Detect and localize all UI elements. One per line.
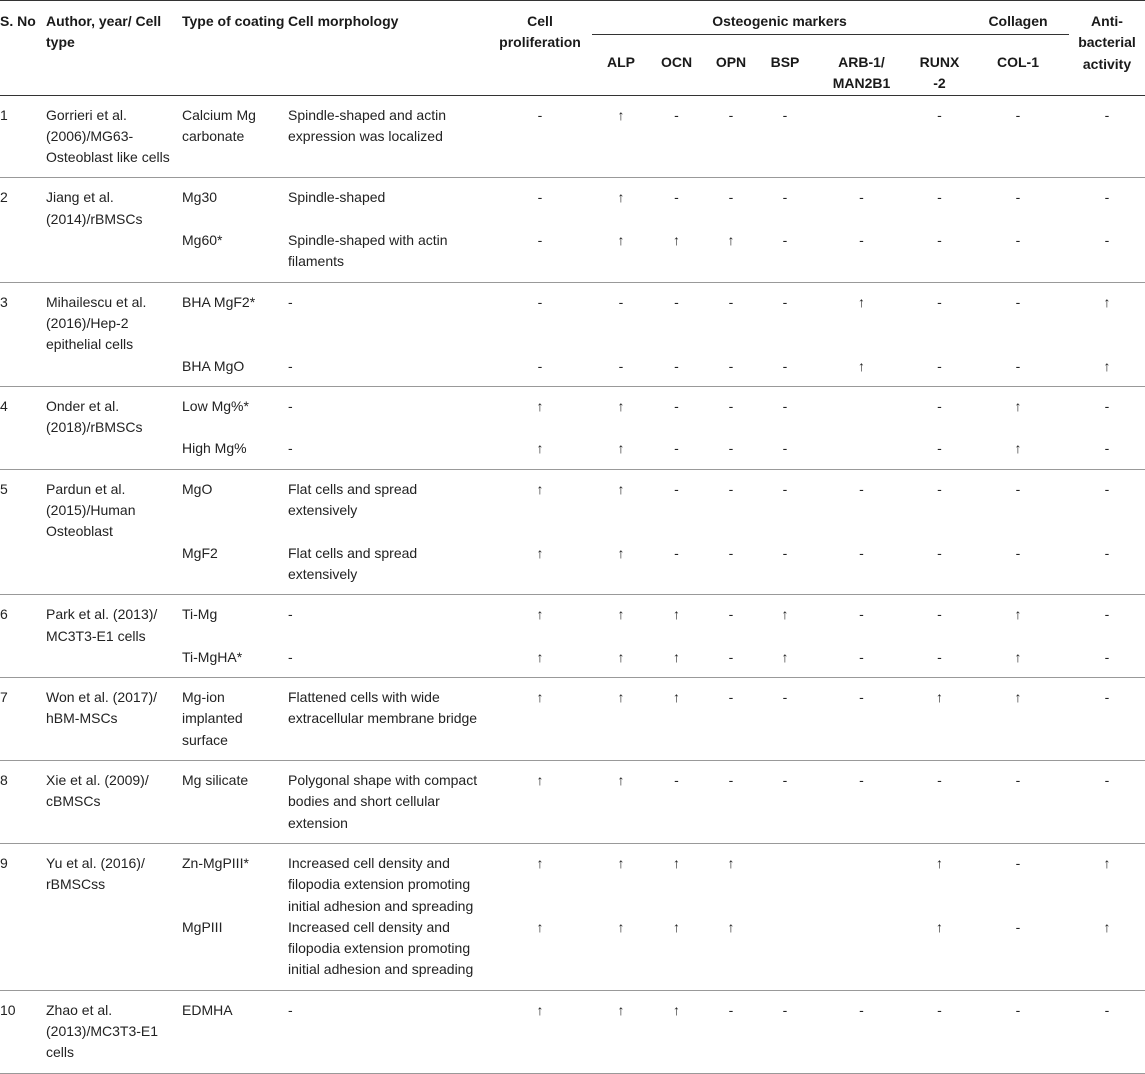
cell-col1: - [967, 543, 1069, 595]
cell-alp: ↑ [592, 678, 650, 761]
cell-morphology: Flat cells and spread extensively [288, 543, 488, 595]
table-row [0, 95, 1145, 178]
cell-bsp: - [759, 761, 811, 844]
cell-proliferation: ↑ [488, 647, 592, 678]
cell-sno: 4 [0, 397, 8, 414]
cell-morphology: Flattened cells with wide extracellular membrane bridge [288, 678, 488, 761]
cell-coating: Calcium Mg carbonate [182, 95, 288, 178]
cell-ocn: - [650, 356, 703, 387]
cell-opn: - [703, 678, 759, 761]
cell-antibacterial: - [1069, 761, 1145, 844]
cell-proliferation: - [537, 293, 543, 310]
header-runx: RUNX -2 [912, 52, 967, 95]
cell-antibacterial: - [1104, 397, 1110, 414]
cell-runx: - [912, 438, 967, 469]
cell-runx: ↑ [936, 854, 943, 871]
cell-arb: - [811, 230, 912, 282]
cell-bsp: ↑ [759, 647, 811, 678]
cell-proliferation: ↑ [488, 438, 592, 469]
cell-opn: - [703, 356, 759, 387]
cell-coating: Ti-Mg [182, 606, 218, 623]
cell-col1: - [1015, 854, 1021, 871]
cell-alp: - [592, 356, 650, 387]
cell-opn: - [703, 438, 759, 469]
cell-alp: - [618, 293, 624, 310]
cell-proliferation: - [488, 95, 592, 178]
cell-coating: MgPIII [182, 917, 288, 990]
header-coating: Type of coating [182, 1, 288, 96]
cell-antibacterial: ↑ [1103, 293, 1111, 310]
cell-antibacterial: ↑ [1069, 917, 1145, 990]
table-row [0, 761, 1145, 844]
cell-bsp: - [782, 480, 788, 497]
cell-ocn: - [650, 543, 703, 595]
cell-ocn: ↑ [650, 230, 703, 282]
cell-sno: 7 [0, 678, 46, 761]
cell-runx: - [937, 480, 942, 497]
cell-runx: - [937, 293, 942, 310]
cell-arb: - [859, 606, 864, 623]
cell-arb: ↑ [858, 293, 865, 310]
cell-arb: - [811, 543, 912, 595]
header-osteogenic-markers [592, 1, 967, 53]
cell-author: Onder et al. (2018)/rBMSCs [46, 397, 143, 436]
cell-col1: ↑ [967, 647, 1069, 678]
cell-alp: ↑ [592, 543, 650, 595]
cell-proliferation: ↑ [488, 543, 592, 595]
cell-bsp: - [759, 95, 811, 178]
cell-opn: - [728, 397, 734, 414]
cell-bsp: - [782, 293, 788, 310]
cell-arb: - [811, 647, 912, 678]
cell-alp: ↑ [617, 189, 625, 206]
cell-col1: - [967, 990, 1069, 1073]
cell-ocn: - [674, 189, 679, 206]
cell-author: Gorrieri et al. (2006)/MG63-Osteoblast like cells [46, 95, 182, 178]
cell-proliferation: ↑ [488, 917, 592, 990]
cell-ocn: - [674, 480, 679, 497]
cell-bsp: - [759, 678, 811, 761]
cell-opn: - [703, 543, 759, 595]
cell-arb: ↑ [811, 356, 912, 387]
cell-proliferation: ↑ [488, 761, 592, 844]
cell-bsp: - [782, 397, 788, 414]
cell-arb: - [811, 761, 912, 844]
cell-runx: - [912, 230, 967, 282]
cell-morphology: - [288, 356, 488, 387]
cell-antibacterial: - [1069, 990, 1145, 1073]
cell-opn: ↑ [703, 917, 759, 990]
cell-col1: - [967, 917, 1069, 990]
cell-alp: ↑ [617, 606, 625, 623]
cell-sno: 1 [0, 95, 46, 178]
collagen-label: Collagen [967, 11, 1069, 35]
cell-bsp: ↑ [781, 606, 789, 623]
cell-proliferation: - [488, 230, 592, 282]
cell-proliferation: ↑ [488, 990, 592, 1073]
table-row [0, 356, 1145, 387]
cell-coating: BHA MgO [182, 356, 288, 387]
cell-proliferation: ↑ [536, 480, 544, 497]
cell-morphology: Spindle-shaped [288, 189, 386, 206]
cell-author: Zhao et al. (2013)/MC3T3-E1 cells [46, 990, 182, 1073]
cell-ocn: ↑ [650, 917, 703, 990]
table-row [0, 990, 1145, 1073]
cell-alp: ↑ [592, 761, 650, 844]
cell-arb: - [859, 480, 864, 497]
cell-ocn: ↑ [650, 678, 703, 761]
cell-author: Won et al. (2017)/ hBM-MSCs [46, 678, 182, 761]
cell-arb [811, 386, 912, 438]
cell-runx: - [937, 606, 942, 623]
cell-opn: - [703, 95, 759, 178]
cell-morphology: - [288, 606, 293, 623]
cell-runx: ↑ [912, 917, 967, 990]
cell-sno: 2 [0, 189, 8, 206]
cell-antibacterial: - [1069, 678, 1145, 761]
cell-morphology: Increased cell density and filopodia extension promoting initial adhesion and spreading [288, 917, 488, 990]
cell-author [46, 647, 182, 678]
table-header [0, 1, 1145, 96]
header-col1: COL-1 [967, 52, 1069, 95]
cell-col1: ↑ [967, 438, 1069, 469]
cell-sno: 8 [0, 761, 46, 844]
cell-antibacterial: - [1069, 543, 1145, 595]
cell-ocn: ↑ [673, 854, 680, 871]
cell-antibacterial: - [1069, 95, 1145, 178]
cell-alp: ↑ [592, 647, 650, 678]
cell-ocn: - [650, 438, 703, 469]
cell-antibacterial: - [1104, 606, 1110, 623]
cell-opn: - [728, 293, 734, 310]
cell-proliferation: ↑ [488, 678, 592, 761]
table-body [0, 95, 1145, 1073]
cell-author: Pardun et al. (2015)/Human Osteoblast [46, 480, 136, 540]
cell-alp: ↑ [592, 95, 650, 178]
cell-opn: ↑ [703, 230, 759, 282]
cell-author [46, 356, 182, 387]
cell-bsp: - [759, 438, 811, 469]
cell-morphology: - [288, 438, 488, 469]
cell-coating: Mg30 [182, 189, 218, 206]
header-ocn: OCN [650, 52, 703, 95]
cell-author: Jiang et al. (2014)/rBMSCs [46, 189, 143, 227]
cell-arb: - [859, 189, 864, 206]
cell-coating: BHA MgF2* [182, 293, 256, 310]
cell-arb: - [811, 990, 912, 1073]
cell-sno: 10 [0, 990, 46, 1073]
cell-runx: - [912, 543, 967, 595]
table-row [0, 230, 1145, 282]
cell-coating: MgF2 [182, 543, 288, 595]
cell-arb [811, 438, 912, 469]
osteogenic-markers-label: Osteogenic markers [592, 11, 967, 35]
table-row [0, 469, 1145, 542]
cell-runx: - [937, 397, 942, 414]
cell-morphology: - [288, 647, 488, 678]
cell-ocn: ↑ [673, 606, 680, 623]
cell-proliferation: ↑ [536, 606, 544, 623]
cell-runx: - [912, 761, 967, 844]
cell-bsp: - [759, 230, 811, 282]
cell-col1: ↑ [1014, 606, 1022, 623]
cell-author [46, 438, 182, 469]
cell-runx: - [912, 990, 967, 1073]
cell-opn: - [728, 480, 734, 497]
table-row [0, 282, 1145, 355]
cell-morphology: Spindle-shaped with actin filaments [288, 230, 488, 282]
cell-antibacterial: - [1104, 480, 1110, 497]
cell-col1: - [967, 95, 1069, 178]
cell-antibacterial: - [1069, 438, 1145, 469]
cell-coating: Ti-MgHA* [182, 647, 288, 678]
header-collagen [967, 1, 1069, 53]
table-row [0, 678, 1145, 761]
cell-author [46, 917, 182, 990]
table-row [0, 543, 1145, 595]
header-proliferation: Cell proliferation [488, 1, 592, 96]
header-morphology: Cell morphology [288, 1, 488, 96]
cell-morphology: - [288, 397, 293, 414]
cell-ocn: ↑ [650, 647, 703, 678]
cell-sno [0, 438, 46, 469]
table-row [0, 178, 1145, 230]
cell-sno [0, 647, 46, 678]
cell-bsp: - [759, 543, 811, 595]
cell-sno: 5 [0, 480, 8, 497]
cell-runx: - [912, 95, 967, 178]
cell-morphology: - [288, 990, 488, 1073]
table-row [0, 647, 1145, 678]
cell-morphology: Flat cells and spread extensively [288, 480, 418, 519]
cell-col1: - [967, 356, 1069, 387]
cell-author: Park et al. (2013)/ MC3T3-E1 cells [46, 606, 158, 644]
cell-col1: - [1015, 189, 1021, 206]
cell-opn: - [703, 761, 759, 844]
cell-proliferation: - [537, 189, 543, 206]
cell-bsp: - [759, 356, 811, 387]
cell-bsp [759, 917, 811, 990]
cell-opn: - [728, 189, 734, 206]
table-row [0, 843, 1145, 916]
cell-bsp: - [759, 990, 811, 1073]
cell-coating: Mg-ion implanted surface [182, 678, 288, 761]
cell-alp: ↑ [592, 990, 650, 1073]
cell-arb [811, 95, 912, 178]
cell-col1: - [967, 230, 1069, 282]
cell-antibacterial: ↑ [1069, 356, 1145, 387]
cell-coating: Mg silicate [182, 761, 288, 844]
cell-runx: - [912, 356, 967, 387]
cell-alp: ↑ [617, 397, 625, 414]
cell-sno: 9 [0, 854, 8, 871]
cell-arb [811, 843, 912, 916]
cell-author: Xie et al. (2009)/ cBMSCs [46, 761, 182, 844]
cell-sno: 6 [0, 606, 8, 623]
cell-morphology: Polygonal shape with compact bodies and short cellular extension [288, 761, 488, 844]
table-row [0, 386, 1145, 438]
cell-col1: ↑ [967, 678, 1069, 761]
cell-sno [0, 230, 46, 282]
cell-bsp: - [782, 189, 788, 206]
cell-col1: - [1015, 293, 1021, 310]
cell-proliferation: ↑ [536, 854, 544, 871]
header-bsp: BSP [759, 52, 811, 95]
cell-coating: High Mg% [182, 438, 288, 469]
cell-author: Mihailescu et al. (2016)/Hep-2 epithelial cells [46, 293, 147, 353]
cell-morphology: Spindle-shaped and actin expression was localized [288, 95, 488, 178]
cell-sno [0, 356, 46, 387]
cell-sno: 3 [0, 293, 8, 310]
cell-opn: ↑ [727, 854, 735, 871]
cell-runx: - [912, 647, 967, 678]
header-author: Author, year/ Cell type [46, 1, 182, 96]
cell-ocn: - [650, 95, 703, 178]
cell-coating: MgO [182, 480, 213, 497]
cell-coating: Mg60* [182, 230, 288, 282]
cell-ocn: - [674, 293, 679, 310]
cell-opn: - [703, 647, 759, 678]
cell-sno [0, 543, 46, 595]
cell-col1: - [967, 761, 1069, 844]
cell-opn: - [703, 990, 759, 1073]
header-sno: S. No [0, 1, 46, 96]
cell-morphology: - [288, 293, 293, 310]
header-alp: ALP [592, 52, 650, 95]
cell-alp: ↑ [592, 438, 650, 469]
table-row [0, 438, 1145, 469]
cell-proliferation: ↑ [536, 397, 544, 414]
cell-antibacterial: - [1104, 189, 1110, 206]
table-row [0, 917, 1145, 990]
cell-coating: Zn-MgPIII* [182, 854, 249, 871]
cell-proliferation: - [488, 356, 592, 387]
cell-antibacterial: ↑ [1103, 854, 1111, 871]
cell-author [46, 230, 182, 282]
cell-col1: - [1015, 480, 1021, 497]
cell-runx: - [937, 189, 942, 206]
cell-alp: ↑ [592, 917, 650, 990]
cell-sno [0, 917, 46, 990]
cell-morphology: Increased cell density and filopodia extension promoting initial adhesion and spreading [288, 854, 474, 914]
header-opn: OPN [703, 52, 759, 95]
cell-col1: ↑ [1014, 397, 1022, 414]
cell-arb: - [811, 678, 912, 761]
cell-ocn: - [650, 761, 703, 844]
cell-alp: ↑ [617, 480, 625, 497]
cell-alp: ↑ [592, 230, 650, 282]
cell-author: Yu et al. (2016)/ rBMSCss [46, 854, 145, 893]
cell-bsp [759, 843, 811, 916]
cell-opn: - [728, 606, 734, 623]
cell-coating: Low Mg%* [182, 397, 249, 414]
cell-ocn: - [674, 397, 679, 414]
table-row [0, 595, 1145, 647]
cell-antibacterial: - [1069, 647, 1145, 678]
cell-ocn: ↑ [650, 990, 703, 1073]
header-antibacterial: Anti-bacterial activity [1069, 1, 1145, 96]
cell-alp: ↑ [617, 854, 625, 871]
cell-arb [811, 917, 912, 990]
header-arb: ARB-1/ MAN2B1 [811, 52, 912, 95]
cell-antibacterial: - [1069, 230, 1145, 282]
cell-runx: ↑ [912, 678, 967, 761]
cell-author [46, 543, 182, 595]
cell-coating: EDMHA [182, 990, 288, 1073]
